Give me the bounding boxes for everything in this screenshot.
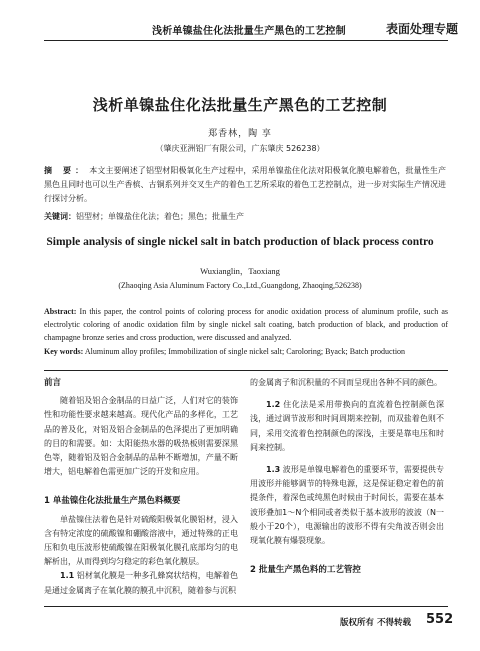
section-1-1-paragraph [44,569,238,597]
article-title-en: Simple analysis of single nickel salt in batch production of black process contro [46,236,434,248]
section-tag: 表面处理专题 [386,22,459,36]
footer-rule [44,606,448,607]
authors-cn: 郑香林，陶 享 [208,129,272,139]
section-1-1-text: 铝材氧化膜是一种多孔蜂窝状结构，电解着色是通过金属离子在氧化膜的膜孔中沉积，随着参与沉积 [44,571,238,595]
section-1-3-number: 1.3 [266,465,281,475]
keywords-cn [44,211,446,223]
affiliation-en: (Zhaoqing Asia Aluminum Factory Co.,Ltd.,Guangdong, Zhaoqing,526238) [118,281,362,290]
section-1-2-paragraph [250,398,444,455]
preface-paragraph: 随着铝及铝合金制品的日益广泛，人们对它的装饰性和功能性要求越来越高。现代化产品的多样化，工艺品的普及化，对铝及铝合金制品的色泽提出了更加明确的目的和需要。如：太阳能热水器的吸热板则需要深黑色等，随着铝及铝合金制品的品种不断增加，产量不断增大，铝电解着色需更加广泛的开发和应用。 [44,396,238,477]
abstract-en-label: Abstract: [44,307,77,316]
running-header-title: 浅析单镍盐住化法批量生产黑色的工艺控制 [152,26,346,37]
continued-paragraph: 的金属离子和沉积量的不同而呈现出各种不同的颜色。 [250,378,442,387]
abstract-en-text: In this paper, the control points of coloring process for anodic oxidation process of aluminum profile, such as electrolytic coloring of anodic oxidation film by single nickel salt coating, batch production of black, and production of champagne bronze series and cross production, were discussed and analyzed. [44,307,448,342]
page-number: 552 [426,612,454,627]
section-1-heading: 1 单盐镍住化法批量生产黑色料概要 [44,496,181,507]
header-rule [44,40,448,41]
abstract-en [44,305,448,344]
section-1-2-text: 住化法是采用带换向的直流着色控制颜色深浅，通过调节波形和时间周期来控制，而双盐着色则不同，采用交流着色控制颜色的深浅，主要是靠电压和时间来控制。 [250,400,445,452]
abstract-cn [44,164,446,206]
preface-heading: 前言 [44,378,62,388]
article-title-cn: 浅析单镍盐住化法批量生产黑色的工艺控制 [92,96,388,114]
body-rule [44,370,448,371]
abstract-cn-text: 本文主要阐述了铝型材阳极氧化生产过程中，采用单镍盐住化法对阳极氧化膜电解着色，批量性生产黑色且同时也可以生产香槟、古铜系列并交叉生产的着色工艺所采取的着色工艺控制点，进一步对实际生产情况进行探讨分析。 [44,166,446,203]
section-1-3-paragraph [250,463,444,548]
section-2-heading: 2 批量生产黑色料的工艺管控 [250,565,361,576]
keywords-cn-label: 关键词： [44,212,76,221]
section-1-3-text: 波形是单镍电解着色的重要环节，需要提供专用波形并能够调节的特殊电源，这是保证稳定着色的前提条件，着深色或纯黑色时候由于时间长，需要在基本波形叠加1～N个相同或者类似于基本波形的波波（N一般小于20个），电源输出的波形不得有尖角波否则会出现氧化膜有爆裂现象。 [250,465,444,546]
body-column-left [44,376,238,598]
copyright-note: 版权所有 不得转载 [340,618,411,628]
section-1-2-number: 1.2 [266,400,281,410]
keywords-en-text: Aluminum alloy profiles; Immobilization of single nickel salt; Caroloring; Byack; Batch production [83,347,406,356]
keywords-en [44,346,448,358]
keywords-cn-text: 铝型材；单镍盐住化法；着色；黑色；批量生产 [76,212,244,221]
body-column-right [250,376,444,581]
affiliation-cn: （肇庆亚洲铝厂有限公司，广东肇庆 526238） [155,144,325,153]
keywords-en-label: Key words: [44,347,84,356]
section-1-paragraph: 单盐镍住法着色是针对硫酸阳极氧化膜铝材，浸入含有特定浓度的硫酸镍和硼酸溶液中，通过特殊的正电压和负电压波形使硫酸镍在阳极氧化膜孔底部均匀的电解析出，从而得到均匀稳定的彩色氧化膜层。 [44,514,238,567]
authors-en: Wuxianglin，Taoxiang [200,266,280,276]
abstract-cn-label: 摘 要： [44,166,88,175]
section-1-1-number: 1.1 [60,571,75,581]
